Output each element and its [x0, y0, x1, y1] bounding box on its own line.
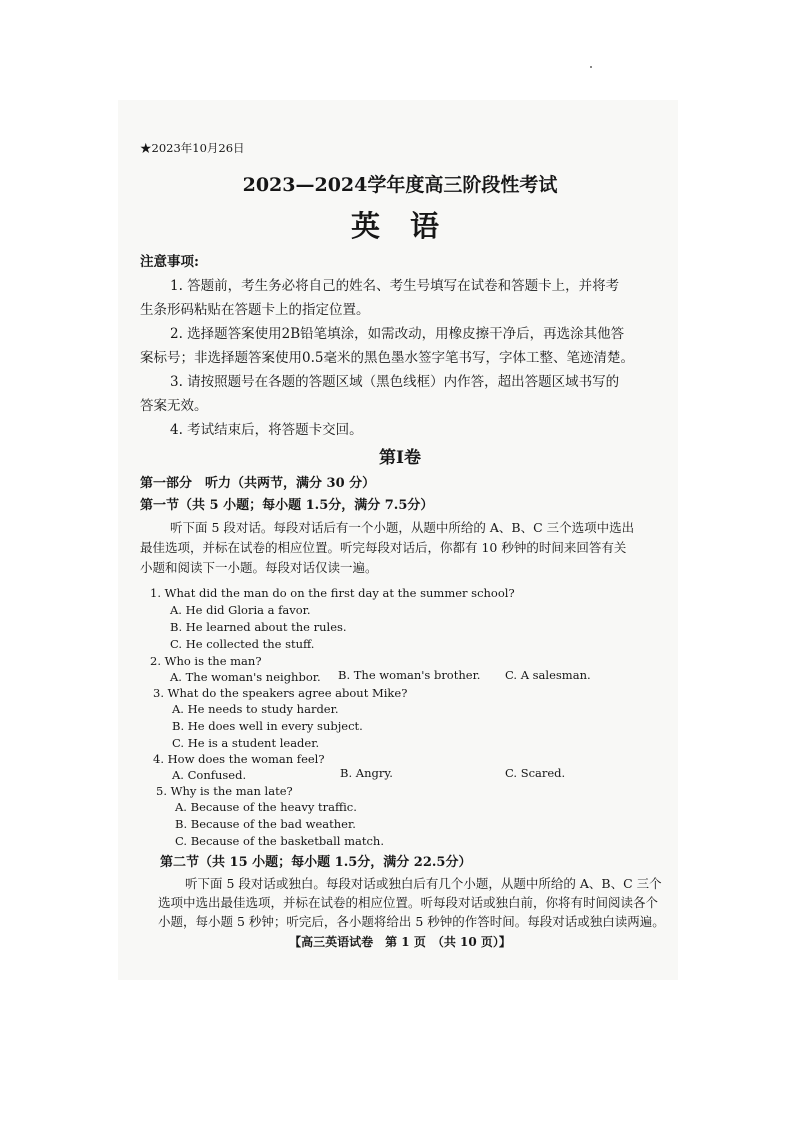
option: B. Angry.: [340, 766, 393, 780]
question-stem: 1. What did the man do on the first day at the summer school?: [150, 586, 515, 600]
option: C. Scared.: [505, 766, 566, 780]
option: C. He collected the stuff.: [170, 637, 315, 651]
option: B. He learned about the rules.: [170, 620, 347, 634]
option: B. He does well in every subject.: [172, 719, 363, 733]
section1-instructions-cont: 最佳选项，并标在试卷的相应位置。听完每段对话后，你都有 10 秒钟的时间来回答有关: [140, 540, 627, 555]
notice-item-1: 1. 答题前，考生务必将自己的姓名、考生号填写在试卷和答题卡上，并将考: [170, 278, 620, 294]
notice-heading: 注意事项:: [140, 254, 199, 270]
scan-speck: [590, 66, 592, 68]
notice-item-2: 2. 选择题答案使用2B铅笔填涂，如需改动，用橡皮擦干净后，再选涂其他答: [170, 326, 625, 342]
option: A. He needs to study harder.: [172, 702, 339, 716]
subject-title: 英 语: [350, 209, 450, 243]
option: A. The woman's neighbor.: [170, 670, 321, 684]
section2-instructions: 听下面 5 段对话或独白。每段对话或独白后有几个小题，从题中所给的 A、B、C 三个: [185, 876, 662, 891]
section1-instructions-cont: 小题和阅读下一小题。每段对话仅读一遍。: [140, 560, 378, 575]
option: C. Because of the basketball match.: [175, 834, 384, 848]
section2-instructions-cont: 小题，每小题 5 秒钟；听完后，各小题将给出 5 秒钟的作答时间。每段对话或独白读两遍。: [158, 914, 665, 929]
option: A. He did Gloria a favor.: [170, 603, 311, 617]
option: B. The woman's brother.: [338, 668, 481, 682]
section2-heading: 第二节（共 15 小题；每小题 1.5分，满分 22.5分）: [160, 855, 472, 870]
exam-date: ★2023年10月26日: [140, 141, 245, 155]
section1-heading: 第一节（共 5 小题；每小题 1.5分，满分 7.5分）: [140, 498, 434, 513]
notice-item-1-cont: 生条形码粘贴在答题卡上的指定位置。: [140, 302, 370, 318]
notice-item-3-cont: 答案无效。: [140, 398, 208, 414]
question-stem: 5. Why is the man late?: [156, 784, 293, 798]
part1-heading: 第一部分 听力（共两节，满分 30 分）: [140, 476, 376, 491]
option: A. Confused.: [172, 768, 247, 782]
volume-heading: 第Ⅰ卷: [379, 448, 421, 468]
question-stem: 3. What do the speakers agree about Mike?: [153, 686, 408, 700]
page-footer: 【高三英语试卷 第 1 页 （共 10 页）】: [289, 935, 511, 949]
notice-item-3: 3. 请按照题号在各题的答题区域（黑色线框）内作答，超出答题区域书写的: [170, 374, 620, 390]
option: B. Because of the bad weather.: [175, 817, 356, 831]
exam-title: 2023—2024学年度高三阶段性考试: [242, 174, 558, 196]
option: C. He is a student leader.: [172, 736, 320, 750]
option: C. A salesman.: [505, 668, 591, 682]
question-stem: 4. How does the woman feel?: [153, 752, 325, 766]
option: A. Because of the heavy traffic.: [175, 800, 357, 814]
question-stem: 2. Who is the man?: [150, 654, 262, 668]
notice-item-2-cont: 案标号；非选择题答案使用0.5毫米的黑色墨水签字笔书写，字体工整、笔迹清楚。: [140, 350, 634, 366]
section1-instructions: 听下面 5 段对话。每段对话后有一个小题，从题中所给的 A、B、C 三个选项中选出: [170, 520, 635, 535]
notice-item-4: 4. 考试结束后，将答题卡交回。: [170, 422, 363, 438]
section2-instructions-cont: 选项中选出最佳选项，并标在试卷的相应位置。听每段对话或独白前，你将有时间阅读各个: [158, 895, 659, 910]
